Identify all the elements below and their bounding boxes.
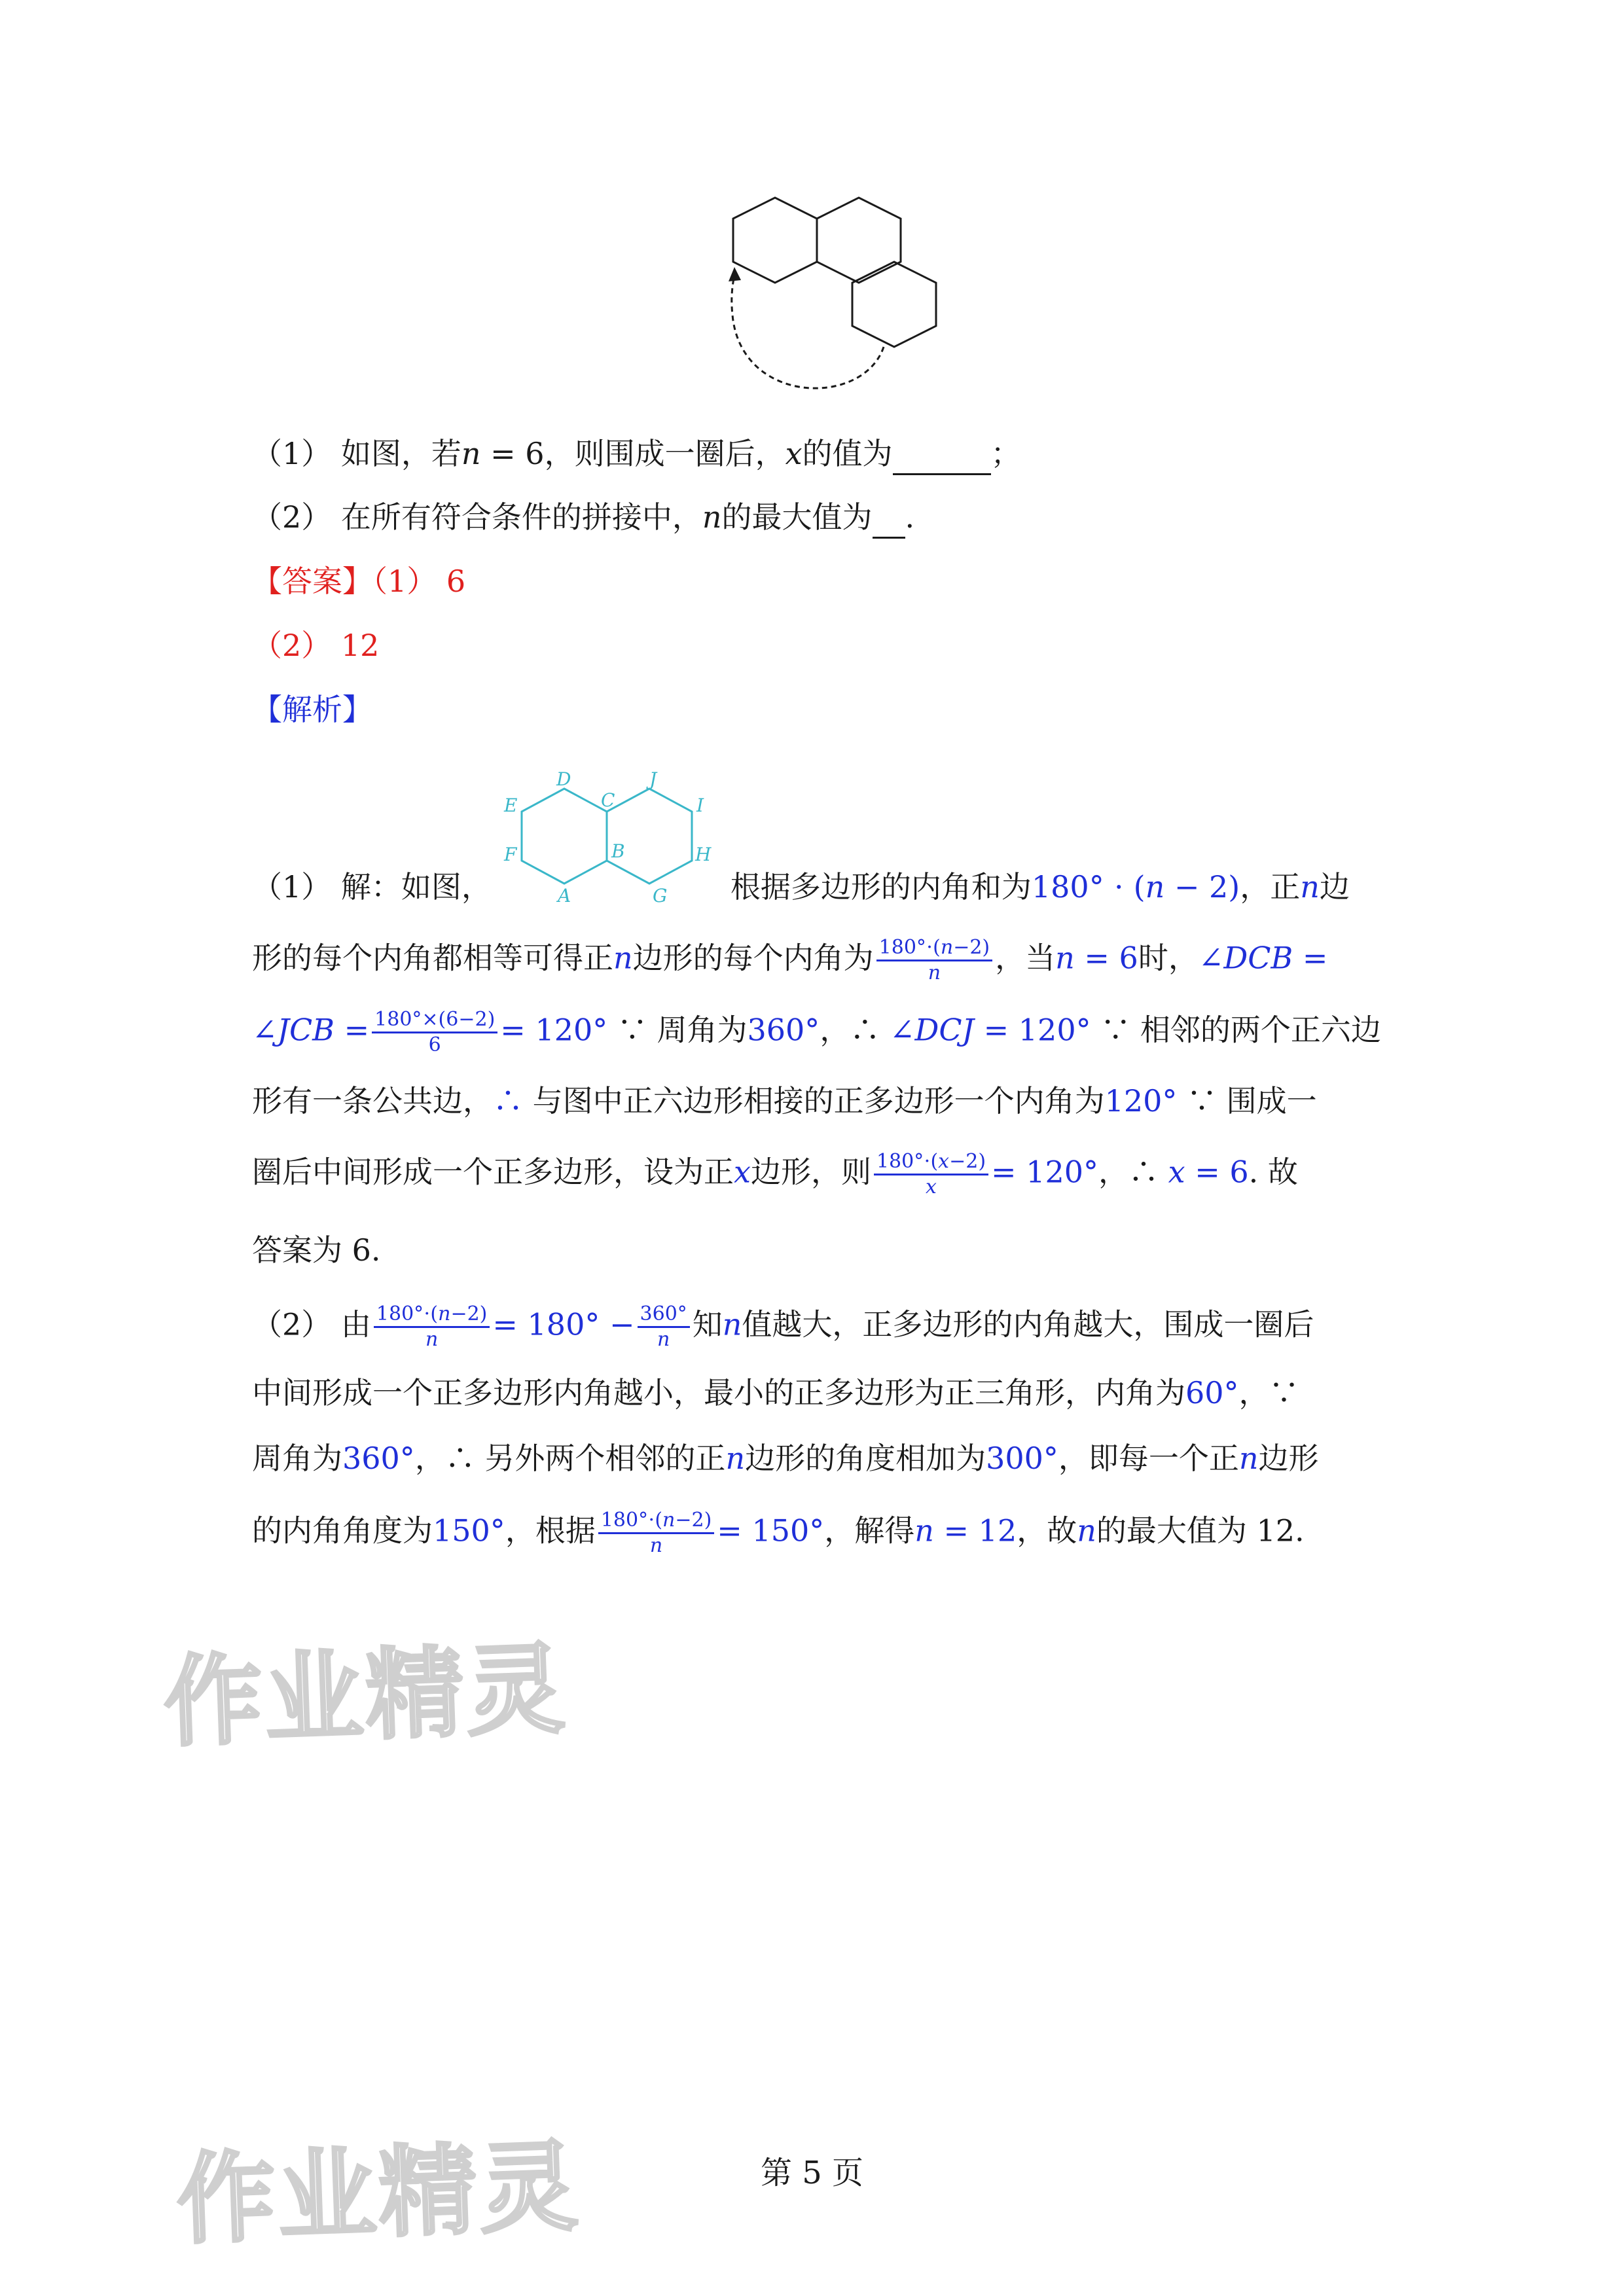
p2-l4-h: 𝑛 <box>1077 1513 1096 1549</box>
p2-l4-e: ，解得 <box>824 1513 915 1549</box>
p2-l1-c: 知 <box>692 1306 723 1342</box>
analysis-p2-line2 <box>252 1373 1299 1412</box>
p1-l1-b: 根据多边形的内角和为 <box>730 869 1032 905</box>
p2-l3-f: 300° <box>986 1441 1058 1476</box>
q2-n: 𝑛 <box>702 499 722 535</box>
p2-l2-b: 60° <box>1185 1375 1239 1410</box>
answer-line-2 <box>252 626 379 665</box>
p1-l2-a: 形的每个内角都相等可得正 <box>252 940 613 976</box>
label-c: C <box>601 789 615 811</box>
label-j: J <box>649 768 657 790</box>
p2-l1-frac1-num: 180°⋅(𝑛−2) <box>374 1302 490 1328</box>
p1-l3-frac-den: 6 <box>428 1033 441 1056</box>
p1-l1-e: 𝑛 <box>1300 869 1320 905</box>
q1-n-value: 𝑛 = 6 <box>461 436 545 471</box>
p1-l1-f: 边 <box>1319 869 1350 905</box>
p2-l2-a: 中间形成一个正多边形内角越小，最小的正多边形为正三角形，内角为 <box>252 1375 1185 1410</box>
p1-l5-g: . 故 <box>1248 1154 1298 1190</box>
p2-l2-c: ，∵ <box>1238 1375 1299 1410</box>
analysis-p2-line3 <box>252 1439 1319 1478</box>
p2-l3-c: ，∴ 另外两个相邻的正 <box>414 1441 726 1476</box>
page-number-text: 第 5 页 <box>760 2155 864 2191</box>
analysis-label <box>252 690 372 729</box>
analysis-p1-line4 <box>252 1081 1317 1121</box>
p1-l4-e: ∵ 围成一 <box>1177 1083 1317 1119</box>
p2-l4-d: = 150° <box>717 1513 825 1549</box>
label-d: D <box>556 768 571 790</box>
p2-l3-e: 边形的角度相加为 <box>745 1441 986 1476</box>
analysis-label-text: 【解析】 <box>252 692 372 727</box>
question-part1 <box>252 434 1021 475</box>
answer-line-1 <box>252 562 465 601</box>
analysis-p1-line3 <box>252 1008 1381 1057</box>
p1-l2-g: ∠𝐷𝐶𝐵 = <box>1198 940 1328 976</box>
analysis-p1-line6 <box>252 1230 381 1270</box>
p1-l2-b: 𝑛 <box>613 940 633 976</box>
q1-end: ； <box>990 436 1021 471</box>
p1-l4-b: ∴ <box>493 1083 533 1119</box>
p2-l3-g: ，即每一个正 <box>1058 1441 1239 1476</box>
p1-l6: 答案为 6. <box>252 1232 381 1268</box>
answer-part1: （1） 6 <box>372 564 466 599</box>
hexagon-bottom <box>852 262 936 347</box>
p2-l4-frac-num: 180°⋅(𝑛−2) <box>598 1509 714 1534</box>
label-h: H <box>695 844 712 865</box>
p2-l4-b: 150° <box>433 1513 505 1549</box>
p1-l3-fraction <box>372 1008 497 1057</box>
p1-l3-frac-num: 180°×(6−2) <box>372 1008 497 1033</box>
hexagon-left <box>733 198 817 283</box>
p1-l5-f: 𝑥 = 6 <box>1168 1154 1249 1190</box>
p1-l5-c: 边形，则 <box>750 1154 871 1190</box>
label-f: F <box>504 844 517 865</box>
p2-l1-d: 𝑛 <box>722 1306 742 1342</box>
p1-l2-frac-den: 𝑛 <box>928 961 941 984</box>
p2-l3-d: 𝑛 <box>725 1441 746 1476</box>
p1-l3-d: 360° <box>747 1012 820 1048</box>
analysis-p2-line1 <box>252 1302 1314 1352</box>
analysis-p1-line5 <box>252 1150 1298 1199</box>
p1-l3-e: ，∴ <box>820 1012 890 1048</box>
p1-l3-c: ∵ 周角为 <box>607 1012 748 1048</box>
p1-l5-a: 圈后中间形成一个正多边形，设为正 <box>252 1154 734 1190</box>
p2-l1-fraction2 <box>638 1302 690 1352</box>
p1-l5-frac-den: 𝑥 <box>926 1175 937 1198</box>
p1-l2-c: 边形的每个内角为 <box>632 940 874 976</box>
q2-end: . <box>905 499 915 535</box>
p2-l4-c: ，根据 <box>505 1513 596 1549</box>
p2-l3-a: 周角为 <box>252 1441 342 1476</box>
p1-l3-b: = 120° <box>500 1012 608 1048</box>
page-number <box>0 2153 1624 2193</box>
p1-l3-f: ∠𝐷𝐶𝐽 = 120° <box>889 1012 1091 1048</box>
label-i: I <box>696 795 704 816</box>
q2-answer-blank <box>873 497 905 539</box>
answer-part2: （2） 12 <box>252 628 380 663</box>
p2-l4-fraction <box>598 1509 714 1558</box>
p2-l1-b: = 180° − <box>492 1306 635 1342</box>
p1-l5-frac-num: 180°⋅(𝑥−2) <box>874 1150 988 1175</box>
analysis-p1-line2 <box>252 936 1327 985</box>
p1-l5-fraction <box>874 1150 988 1199</box>
q2-prefix: （2） 在所有符合条件的拼接中， <box>252 499 702 535</box>
analysis-p1-line1 <box>252 867 1350 906</box>
p2-l3-i: 边形 <box>1258 1441 1319 1476</box>
label-b: B <box>611 840 625 862</box>
p1-l2-e: 𝑛 = 6 <box>1055 940 1138 976</box>
question-part2 <box>252 497 914 539</box>
q1-x: 𝑥 <box>785 436 803 471</box>
p1-l4-a: 形有一条公共边， <box>252 1083 493 1119</box>
p2-l1-frac2-den: 𝑛 <box>657 1328 670 1351</box>
p1-l3-g: ∵ 相邻的两个正六边 <box>1091 1012 1381 1048</box>
p2-l1-e: 值越大，正多边形的内角越大，围成一圈后 <box>742 1306 1314 1342</box>
q2-suffix: 的最大值为 <box>721 499 873 535</box>
p2-l1-a: （2） 由 <box>252 1306 371 1342</box>
hexagon-middle <box>817 198 901 283</box>
dashed-arc-arrow <box>732 275 884 388</box>
answer-label: 【答案】 <box>252 564 372 599</box>
p2-l1-fraction1 <box>374 1302 490 1352</box>
p2-l4-g: ，故 <box>1017 1513 1077 1549</box>
p1-l4-d: 120° <box>1104 1083 1178 1119</box>
p1-l1-d: ，正 <box>1240 869 1301 905</box>
p2-l3-h: 𝑛 <box>1238 1441 1259 1476</box>
q1-prefix: （1） 如图，若 <box>252 436 461 471</box>
p2-l3-b: 360° <box>342 1441 415 1476</box>
p2-l1-frac1-den: 𝑛 <box>425 1328 439 1351</box>
watermark-upper: 作业精灵 <box>162 1632 569 1761</box>
analysis-p2-line4 <box>252 1509 1305 1558</box>
p1-l3-a: ∠𝐽𝐶𝐵 = <box>252 1012 370 1048</box>
label-e: E <box>504 795 518 816</box>
arrow-head-icon <box>729 267 741 281</box>
p1-l1-c: 180° ⋅ (𝑛 − 2) <box>1031 869 1240 905</box>
p2-l4-i: 的最大值为 12. <box>1096 1513 1305 1549</box>
q1-suffix: 的值为 <box>802 436 893 471</box>
p1-l5-e: ，∴ <box>1098 1154 1168 1190</box>
p1-l2-fraction <box>876 936 992 985</box>
p2-l4-a: 的内角角度为 <box>252 1513 433 1549</box>
label-a: A <box>558 885 571 903</box>
p2-l1-frac2-num: 360° <box>638 1302 690 1328</box>
q1-mid: ，则围成一圈后， <box>544 436 785 471</box>
p1-l2-d: ，当 <box>995 940 1056 976</box>
p1-l5-d: = 120° <box>991 1154 1099 1190</box>
p1-l5-b: 𝑥 <box>734 1154 751 1190</box>
hexagon-figure <box>707 190 943 412</box>
q1-answer-blank <box>893 434 991 475</box>
p1-l2-frac-num: 180°⋅(𝑛−2) <box>876 936 992 961</box>
p1-l4-c: 与图中正六边形相接的正多边形一个内角为 <box>532 1083 1105 1119</box>
p1-l1-a: （1） 解：如图， <box>252 869 492 905</box>
p2-l4-frac-den: 𝑛 <box>649 1534 663 1557</box>
label-g: G <box>653 885 668 903</box>
p1-l2-f: 时， <box>1138 940 1199 976</box>
watermark-lower: 作业精灵 <box>175 2130 583 2258</box>
p2-l4-f: 𝑛 = 12 <box>914 1513 1017 1549</box>
